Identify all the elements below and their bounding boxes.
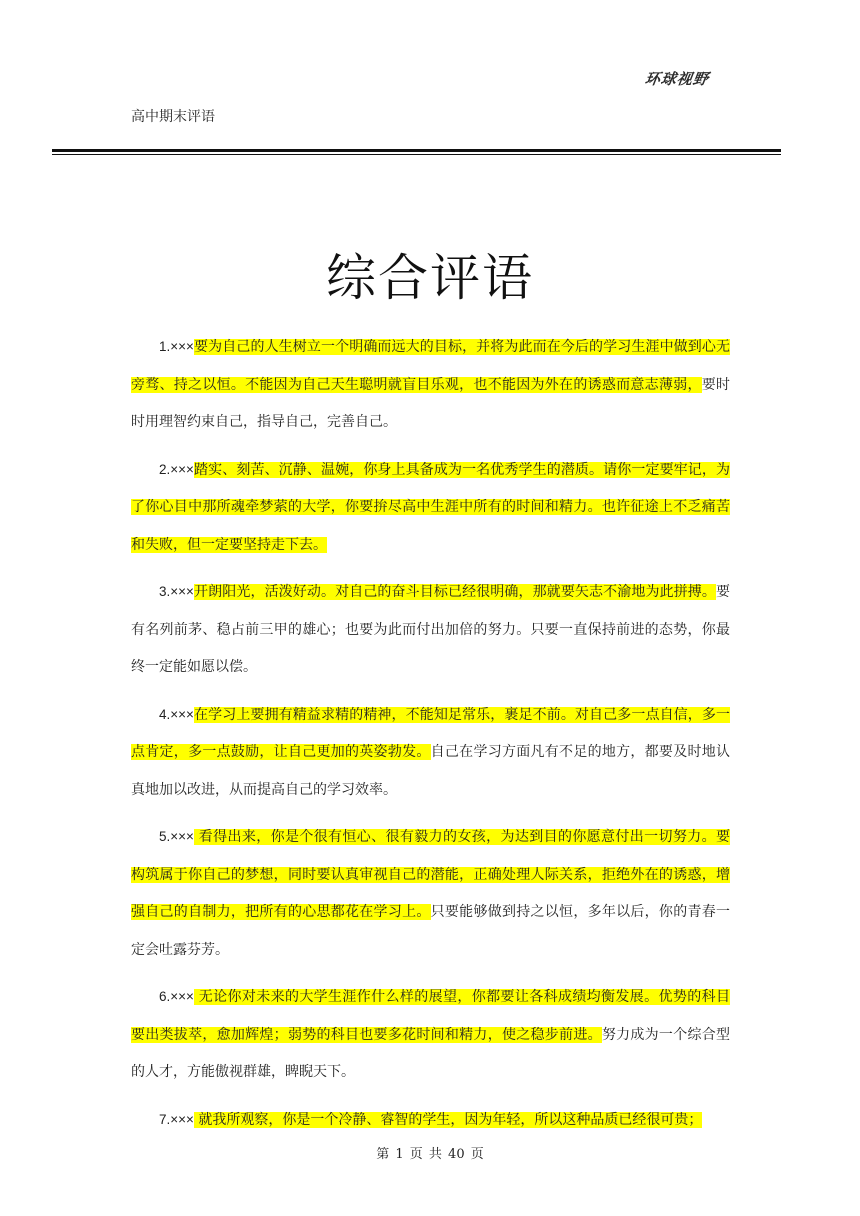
comment-number: 2.××× [159, 461, 194, 477]
plain-text: 要时时用理智约束自己，指导自己，完善自己。 [131, 376, 731, 430]
document-body [131, 328, 730, 1148]
comment-number: 6.××× [159, 989, 194, 1004]
comment-number: 1.××× [159, 339, 194, 354]
header-rule-thick [52, 149, 781, 152]
header-rule-thin [52, 154, 781, 155]
highlighted-text: 看得出来，你是个很有恒心、很有毅力的女孩，为达到目的你愿意付出一切努力。要构筑属于你自己的梦想，同时要认真审视自己的潜能，正确处理人际关系，拒绝外在的诱惑，增强自己的自制力，把所有的心思都花在学习上。 [131, 829, 730, 920]
highlighted-text: 要为自己的人生树立一个明确而远大的目标，并将为此而在今后的学习生涯中做到心无旁骛、持之以恒。不能因为自己天生聪明就盲目乐观，也不能因为外在的诱惑而意志薄弱， [131, 339, 730, 393]
highlighted-text: 开朗阳光，活泼好动。对自己的奋斗目标已经很明确，那就要矢志不渝地为此拼搏。 [193, 584, 716, 600]
comment-paragraph [131, 978, 730, 1092]
plain-text: 只要能够做到持之以恒，多年以后，你的青春一定会吐露芬芳。 [131, 904, 731, 958]
comment-paragraph [131, 451, 730, 565]
highlighted-text: 无论你对未来的大学生涯作什么样的展望，你都要让各科成绩均衡发展。优势的科目要出类拔萃，愈加辉煌；弱势的科目也要多花时间和精力，使之稳步前进。 [131, 989, 730, 1043]
document-title: 综合评语 [326, 249, 534, 307]
comment-paragraph [131, 573, 730, 687]
highlighted-text: 踏实、刻苦、沉静、温婉，你身上具备成为一名优秀学生的潜质。请你一定要牢记，为了你心目中那所魂牵梦萦的大学，你要拚尽高中生涯中所有的时间和精力。也许征途上不乏痛苦和失败，但一定要坚持走下去。 [131, 461, 730, 553]
comment-number: 4.××× [159, 706, 194, 722]
page-number-footer: 第 1 页 共 40 页 [376, 1147, 484, 1162]
comment-number: 5.××× [159, 829, 194, 844]
plain-text: 自己在学习方面凡有不足的地方，都要及时地认真地加以改进，从而提高自己的学习效率。 [131, 744, 731, 798]
highlighted-text: 就我所观察，你是一个冷静、睿智的学生，因为年轻，所以这种品质已经很可贵； [193, 1111, 703, 1128]
comment-paragraph [131, 1101, 730, 1140]
comment-number: 3.××× [159, 584, 194, 599]
plain-text: 努力成为一个综合型的人才，方能傲视群雄，睥睨天下。 [131, 1026, 731, 1080]
comment-paragraph [131, 328, 730, 442]
header-title: 高中期末评语 [131, 109, 215, 125]
highlighted-text: 在学习上要拥有精益求精的精神，不能知足常乐，裹足不前。对自己多一点自信，多一点肯定，多一点鼓励，让自己更加的英姿勃发。 [131, 706, 730, 760]
brand-logo: 环球视野 [643, 70, 711, 88]
plain-text: 要有名列前茅、稳占前三甲的雄心；也要为此而付出加倍的努力。只要一直保持前进的态势，你最终一定能如愿以偿。 [131, 584, 730, 675]
comment-paragraph [131, 818, 730, 969]
comment-number: 7.××× [159, 1111, 194, 1127]
comment-paragraph [131, 696, 730, 810]
